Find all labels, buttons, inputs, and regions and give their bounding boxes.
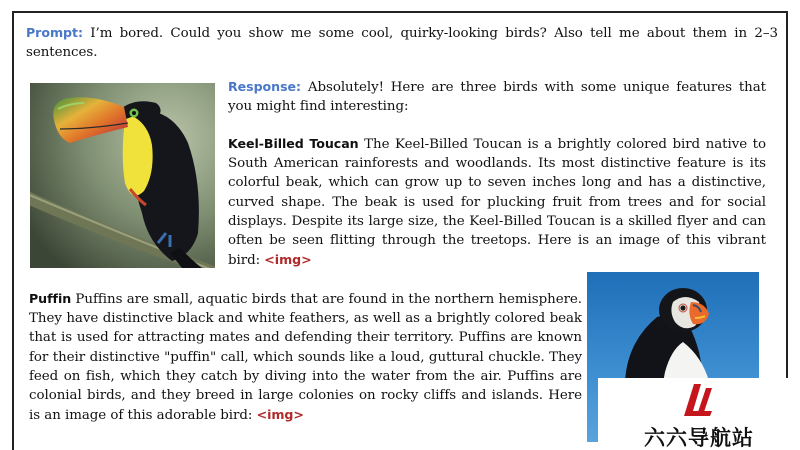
response-block [228,77,766,116]
toucan-img-tag: <img> [264,252,312,268]
toucan-description: The Keel-Billed Toucan is a brightly colored bird native to South American rainforests and woodlands. Its most distinctive feature is its colorful beak, which can grow up to seven inches long and has a distinctive, curved shape. The beak is used for plucking fruit from trees and for social displays. Despite its large size, the Keel-Billed Toucan is a skilled flyer and can often be seen flitting through the treetops. Here is an image of this vibrant bird: [228,137,766,269]
watermark [598,378,800,450]
puffin-description: Puffins are small, aquatic birds that are found in the northern hemisphere. They have distinctive black and white feathers, as well as a brightly colored beak that is used for attracting mates and defending their territory. Puffins are known for their distinctive "puffin" call, which sounds like a loud, guttural chuckle. They feed on fish, which they catch by diving into the water from the air. Puffins are colonial birds, and they breed in large colonies on rocky cliffs and islands. Here is an image of this adorable bird: [29,292,582,424]
watermark-logo-icon [598,378,800,422]
prompt-text: I’m bored. Could you show me some cool, quirky-looking birds? Also tell me about them in 2–3 sentences. [26,26,778,61]
response-text: Absolutely! Here are three birds with some unique features that you might find interesting: [228,80,766,115]
puffin-paragraph [29,289,582,425]
prompt-label: Prompt: [26,25,83,40]
puffin-img-tag: <img> [256,407,304,423]
puffin-heading: Puffin [29,291,72,306]
toucan-image [30,83,215,268]
response-label: Response: [228,79,301,94]
toucan-paragraph [228,134,766,270]
toucan-heading: Keel-Billed Toucan [228,136,359,151]
prompt-block [26,23,778,62]
watermark-text: 六六导航站 [644,426,754,450]
